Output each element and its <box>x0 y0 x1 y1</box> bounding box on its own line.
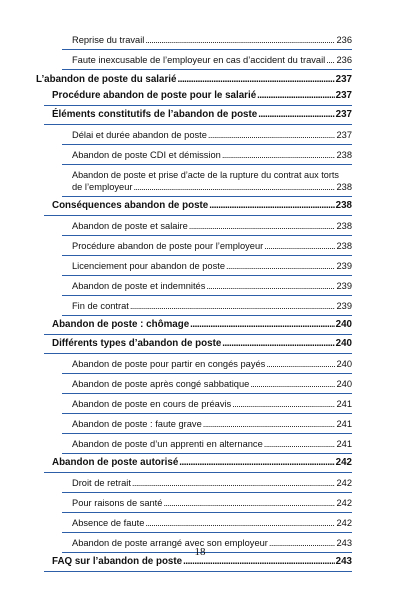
toc-entry-page: 242 <box>336 498 352 508</box>
toc-entry[interactable] <box>36 125 352 145</box>
toc-entry[interactable] <box>36 197 352 216</box>
toc-entry[interactable] <box>36 50 352 70</box>
toc-entry[interactable] <box>36 106 352 125</box>
toc-entry-title: Abandon de poste en cours de préavis <box>72 399 232 409</box>
dot-leader <box>145 517 335 530</box>
toc-entry-page: 243 <box>335 556 352 567</box>
toc-entry[interactable] <box>36 473 352 493</box>
toc-entry-title: Droit de retrait <box>72 478 131 488</box>
toc-entry-title: Abandon de poste pour partir en congés payés <box>72 359 266 369</box>
toc-entry-title: Abandon de poste : chômage <box>52 319 190 330</box>
dot-leader <box>203 418 336 431</box>
toc-entry-page: 238 <box>336 150 352 160</box>
dot-leader <box>266 358 335 371</box>
toc-entry[interactable] <box>36 145 352 165</box>
toc-entry-page: 240 <box>335 319 352 330</box>
dot-leader <box>209 199 334 213</box>
toc-entry-page: 242 <box>335 457 352 468</box>
toc-entry[interactable] <box>36 165 352 197</box>
dot-leader <box>206 280 335 293</box>
toc-entry[interactable] <box>36 335 352 354</box>
dot-leader <box>232 398 335 411</box>
toc-entry-title: FAQ sur l’abandon de poste <box>52 556 183 567</box>
toc-entry-title: Pour raisons de santé <box>72 498 163 508</box>
toc-entry-page: 237 <box>335 74 352 85</box>
dot-leader <box>264 240 335 253</box>
dot-leader <box>190 318 334 332</box>
toc-entry-title-continued: de l’employeur <box>72 182 133 192</box>
toc-entry[interactable] <box>36 394 352 414</box>
toc-entry-title: Abandon de poste et prise d’acte de la rupture du contrat aux torts <box>72 170 339 180</box>
toc-entry[interactable] <box>36 374 352 394</box>
toc-entry-page: 238 <box>336 182 352 192</box>
toc-entry[interactable] <box>36 216 352 236</box>
toc-entry-title: Abandon de poste CDI et démission <box>72 150 221 160</box>
toc-entry-page: 242 <box>336 478 352 488</box>
toc-entry-title: Procédure abandon de poste pour l’employeur <box>72 241 264 251</box>
toc-entry[interactable] <box>36 354 352 374</box>
toc-entry[interactable] <box>36 414 352 434</box>
table-of-contents <box>36 30 352 572</box>
dot-leader <box>208 129 336 142</box>
toc-entry-title: Fin de contrat <box>72 301 129 311</box>
dot-leader <box>179 456 334 470</box>
toc-entry-title: Licenciement pour abandon de poste <box>72 261 225 271</box>
dot-leader <box>189 220 336 233</box>
toc-entry-title: Abandon de poste et indemnités <box>72 281 206 291</box>
toc-entry-title: Abandon de poste après congé sabbatique <box>72 379 250 389</box>
toc-entry-page: 237 <box>335 109 352 120</box>
dot-leader <box>222 149 336 162</box>
toc-entry-title: Abandon de poste et salaire <box>72 221 188 231</box>
toc-entry-page: 240 <box>336 359 352 369</box>
dot-leader <box>326 54 335 67</box>
dot-leader <box>145 34 335 47</box>
toc-entry-page: 238 <box>336 241 352 251</box>
toc-entry-title: Conséquences abandon de poste <box>52 200 209 211</box>
toc-entry[interactable] <box>36 296 352 316</box>
toc-entry-page: 239 <box>336 301 352 311</box>
toc-entry-title: Différents types d’abandon de poste <box>52 338 222 349</box>
toc-entry-page: 240 <box>336 379 352 389</box>
toc-entry-title: Absence de faute <box>72 518 145 528</box>
toc-entry[interactable] <box>36 513 352 533</box>
dot-leader <box>226 260 335 273</box>
dot-leader <box>257 89 334 103</box>
toc-entry[interactable] <box>36 434 352 454</box>
dot-leader <box>258 108 334 122</box>
toc-entry-title: Éléments constitutifs de l’abandon de poste <box>52 109 258 120</box>
toc-entry-page: 239 <box>336 261 352 271</box>
toc-entry-page: 241 <box>336 399 352 409</box>
toc-entry-page: 242 <box>336 518 352 528</box>
toc-entry-title: Délai et durée abandon de poste <box>72 130 207 140</box>
dot-leader <box>132 477 336 490</box>
toc-entry-page: 238 <box>336 221 352 231</box>
toc-entry-page: 236 <box>336 55 352 65</box>
dot-leader <box>222 337 334 351</box>
toc-entry-page: 237 <box>336 130 352 140</box>
toc-entry[interactable] <box>36 73 352 87</box>
toc-entry[interactable] <box>36 454 352 473</box>
toc-entry[interactable] <box>36 276 352 296</box>
toc-entry[interactable] <box>36 493 352 513</box>
toc-entry-title: Abandon de poste : faute grave <box>72 419 202 429</box>
dot-leader <box>133 181 335 194</box>
toc-entry-page: 239 <box>336 281 352 291</box>
toc-entry-title: Procédure abandon de poste pour le salarié <box>52 90 257 101</box>
toc-entry-page: 237 <box>335 90 352 101</box>
toc-entry-page: 236 <box>336 35 352 45</box>
dot-leader <box>163 497 335 510</box>
toc-entry-title: Reprise du travail <box>72 35 145 45</box>
toc-entry[interactable] <box>36 256 352 276</box>
dot-leader <box>250 378 335 391</box>
toc-entry[interactable] <box>36 30 352 50</box>
toc-entry-page: 243 <box>336 538 352 548</box>
toc-entry-title: Faute inexcusable de l’employeur en cas d’accident du travail <box>72 55 326 65</box>
dot-leader <box>130 300 336 313</box>
toc-entry-title: Abandon de poste arrangé avec son employeur <box>72 538 268 548</box>
toc-entry[interactable] <box>36 87 352 106</box>
dot-leader <box>264 438 336 451</box>
toc-entry-page: 241 <box>336 439 352 449</box>
toc-entry-title: L’abandon de poste du salarié <box>36 74 177 85</box>
dot-leader <box>177 73 334 87</box>
toc-entry-title: Abandon de poste d’un apprenti en alternance <box>72 439 263 449</box>
toc-entry[interactable] <box>36 316 352 335</box>
page-number: 18 <box>194 546 206 558</box>
toc-entry-page: 241 <box>336 419 352 429</box>
toc-entry-page: 240 <box>335 338 352 349</box>
toc-entry-page: 238 <box>335 200 352 211</box>
toc-entry[interactable] <box>36 236 352 256</box>
toc-entry-title: Abandon de poste autorisé <box>52 457 179 468</box>
